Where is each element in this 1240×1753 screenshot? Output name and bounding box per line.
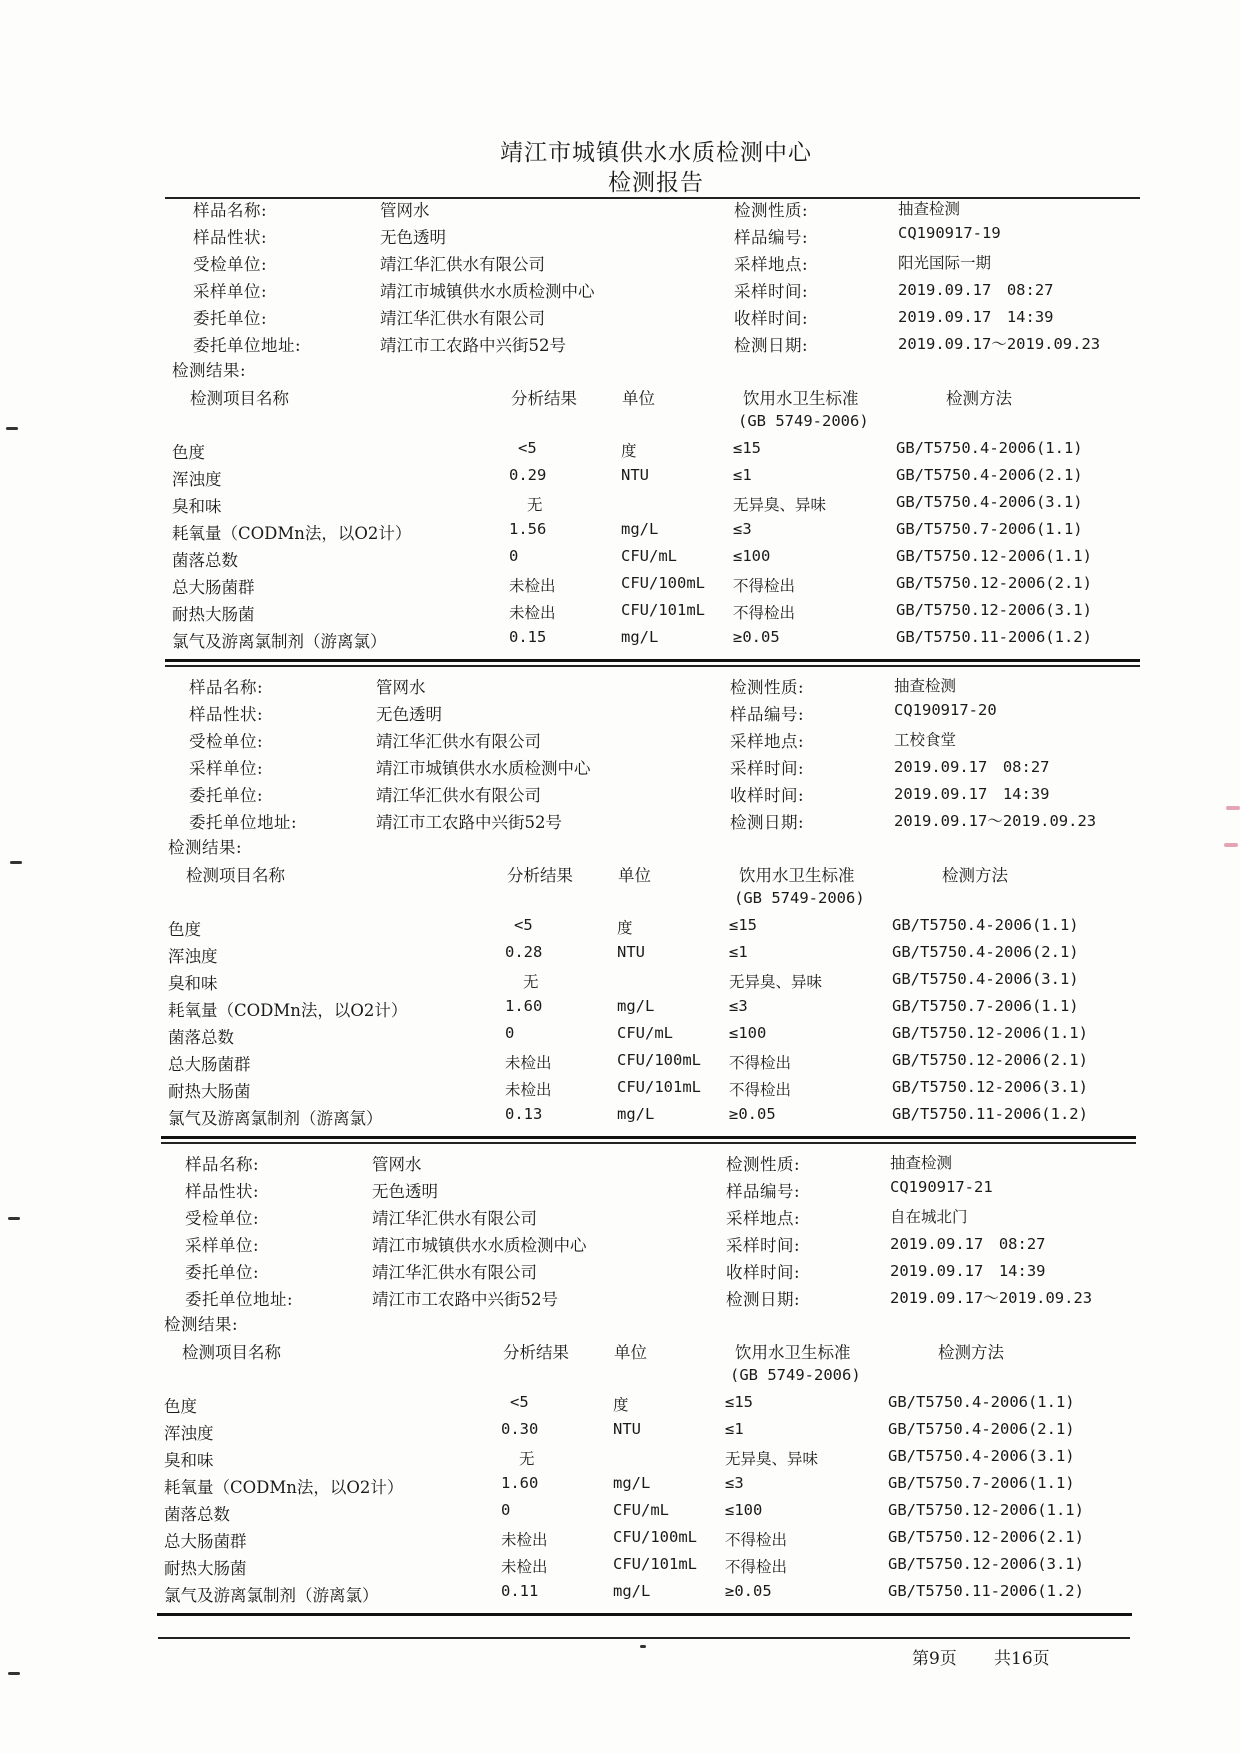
table-header-code xyxy=(0,412,1240,438)
info-label: 委托单位: xyxy=(185,1263,260,1282)
info-label: 采样时间: xyxy=(730,759,805,778)
item-result: 无 xyxy=(523,973,539,991)
item-result: <5 xyxy=(518,439,537,457)
sample-info-row xyxy=(0,1259,1240,1285)
result-row-color xyxy=(0,1393,1240,1419)
info-value: 2019.09.17～2019.09.23 xyxy=(898,335,1101,353)
item-result: 0 xyxy=(505,1024,515,1042)
item-method: GB/T5750.4-2006(3.1) xyxy=(896,493,1083,511)
stamp-fragment xyxy=(1226,806,1240,810)
info-label: 采样地点: xyxy=(734,255,809,274)
item-method: GB/T5750.4-2006(1.1) xyxy=(896,439,1083,457)
item-unit: NTU xyxy=(617,943,645,961)
item-method: GB/T5750.12-2006(1.1) xyxy=(888,1501,1084,1519)
info-value: 2019.09.17～2019.09.23 xyxy=(890,1289,1093,1307)
info-value: 2019.09.17 08:27 xyxy=(894,758,1050,776)
item-name: 总大肠菌群 xyxy=(172,578,255,597)
results-label: 检测结果: xyxy=(164,1315,239,1334)
info-label: 收样时间: xyxy=(726,1263,801,1282)
item-standard: ≤1 xyxy=(733,466,752,484)
item-method: GB/T5750.11-2006(1.2) xyxy=(888,1582,1084,1600)
info-value: 无色透明 xyxy=(376,705,442,724)
item-result: 无 xyxy=(527,496,543,514)
sample-info-row xyxy=(0,1205,1240,1231)
info-label: 委托单位: xyxy=(193,309,268,328)
info-value: 靖江华汇供水有限公司 xyxy=(380,255,545,274)
info-value: 靖江市城镇供水水质检测中心 xyxy=(380,282,595,301)
info-label: 受检单位: xyxy=(193,255,268,274)
results-label: 检测结果: xyxy=(172,361,247,380)
info-label: 样品编号: xyxy=(730,705,805,724)
section-divider xyxy=(161,1142,1136,1144)
sample-info-row xyxy=(0,1151,1240,1177)
item-method: GB/T5750.4-2006(3.1) xyxy=(888,1447,1075,1465)
info-label: 委托单位: xyxy=(189,786,264,805)
result-row-thermo-coliform xyxy=(0,1555,1240,1581)
item-result: 0.28 xyxy=(505,943,543,961)
item-result: 1.60 xyxy=(501,1474,539,1492)
item-method: GB/T5750.12-2006(1.1) xyxy=(896,547,1092,565)
info-label: 收样时间: xyxy=(730,786,805,805)
item-standard: ≥0.05 xyxy=(733,628,780,646)
info-value: 2019.09.17 14:39 xyxy=(890,1262,1046,1280)
result-row-free-chlorine xyxy=(0,1105,1240,1131)
sample-info-row xyxy=(0,305,1240,331)
info-value: 抽查检测 xyxy=(890,1154,953,1172)
item-result: 0 xyxy=(501,1501,511,1519)
info-label: 委托单位地址: xyxy=(193,336,302,355)
item-method: GB/T5750.12-2006(3.1) xyxy=(896,601,1092,619)
item-unit: CFU/mL xyxy=(617,1024,673,1042)
info-value: 无色透明 xyxy=(372,1182,438,1201)
item-name: 氯气及游离氯制剂（游离氯） xyxy=(168,1109,383,1128)
result-row-bacteria xyxy=(0,1024,1240,1050)
info-value: 靖江市城镇供水水质检测中心 xyxy=(376,759,591,778)
scan-mark xyxy=(10,861,22,864)
sample-info-row xyxy=(0,197,1240,223)
item-result: 未检出 xyxy=(501,1531,548,1549)
info-value: 靖江华汇供水有限公司 xyxy=(376,732,541,751)
results-heading xyxy=(0,357,1240,383)
item-name: 色度 xyxy=(168,920,201,939)
item-name: 总大肠菌群 xyxy=(168,1055,251,1074)
info-value: 靖江市工农路中兴街52号 xyxy=(376,813,562,832)
result-row-coliform xyxy=(0,1528,1240,1554)
item-standard: ≤1 xyxy=(729,943,748,961)
sample-info-row xyxy=(0,1286,1240,1312)
header-method: 检测方法 xyxy=(942,866,1008,885)
table-header-code xyxy=(0,1366,1240,1392)
item-standard: 不得检出 xyxy=(725,1558,788,1576)
item-method: GB/T5750.4-2006(1.1) xyxy=(888,1393,1075,1411)
page-number: 第9页 xyxy=(912,1649,957,1669)
info-label: 采样单位: xyxy=(185,1236,260,1255)
result-row-codmn xyxy=(0,520,1240,546)
header-method: 检测方法 xyxy=(938,1343,1004,1362)
result-row-odor xyxy=(0,970,1240,996)
header-standard: 饮用水卫生标准 xyxy=(743,389,859,408)
item-result: <5 xyxy=(510,1393,529,1411)
info-label: 采样地点: xyxy=(730,732,805,751)
item-standard: ≤3 xyxy=(729,997,748,1015)
header-item: 检测项目名称 xyxy=(186,866,285,885)
item-name: 臭和味 xyxy=(164,1451,214,1470)
item-method: GB/T5750.7-2006(1.1) xyxy=(892,997,1079,1015)
sample-info-row xyxy=(0,251,1240,277)
sample-info-row xyxy=(0,755,1240,781)
info-value: 靖江华汇供水有限公司 xyxy=(376,786,541,805)
item-method: GB/T5750.4-2006(3.1) xyxy=(892,970,1079,988)
scan-mark xyxy=(640,1645,646,1648)
item-name: 菌落总数 xyxy=(164,1505,230,1524)
item-unit: 度 xyxy=(621,442,637,460)
info-value: 工校食堂 xyxy=(894,731,957,749)
info-value: 管网水 xyxy=(372,1155,422,1174)
footer-divider xyxy=(158,1637,1130,1639)
item-standard: ≤100 xyxy=(725,1501,763,1519)
info-value: CQ190917-20 xyxy=(894,701,997,719)
item-result: 0.30 xyxy=(501,1420,539,1438)
item-result: 未检出 xyxy=(501,1558,548,1576)
info-label: 收样时间: xyxy=(734,309,809,328)
info-label: 样品性状: xyxy=(193,228,268,247)
header-standard: 饮用水卫生标准 xyxy=(739,866,855,885)
item-name: 耐热大肠菌 xyxy=(164,1559,247,1578)
item-standard: ≥0.05 xyxy=(725,1582,772,1600)
info-value: 靖江华汇供水有限公司 xyxy=(380,309,545,328)
header-standard: 饮用水卫生标准 xyxy=(735,1343,851,1362)
info-label: 检测日期: xyxy=(734,336,809,355)
info-label: 样品名称: xyxy=(189,678,264,697)
item-method: GB/T5750.7-2006(1.1) xyxy=(896,520,1083,538)
item-unit: NTU xyxy=(621,466,649,484)
item-unit: mg/L xyxy=(617,1105,655,1123)
info-value: 2019.09.17～2019.09.23 xyxy=(894,812,1097,830)
item-result: 0 xyxy=(509,547,519,565)
table-header xyxy=(0,385,1240,411)
item-name: 耗氧量（CODMn法，以O2计） xyxy=(172,524,412,543)
item-standard: 不得检出 xyxy=(729,1054,792,1072)
result-row-odor xyxy=(0,493,1240,519)
info-value: CQ190917-19 xyxy=(898,224,1001,242)
item-name: 浑浊度 xyxy=(168,947,218,966)
sample-info-row xyxy=(0,782,1240,808)
item-standard: ≤1 xyxy=(725,1420,744,1438)
header-item: 检测项目名称 xyxy=(182,1343,281,1362)
item-unit: CFU/101mL xyxy=(613,1555,697,1573)
info-label: 样品性状: xyxy=(185,1182,260,1201)
item-unit: mg/L xyxy=(613,1474,651,1492)
header-result: 分析结果 xyxy=(507,866,573,885)
info-value: 2019.09.17 08:27 xyxy=(898,281,1054,299)
item-result: 1.60 xyxy=(505,997,543,1015)
sample-info-row xyxy=(0,332,1240,358)
info-label: 检测日期: xyxy=(726,1290,801,1309)
result-row-coliform xyxy=(0,574,1240,600)
info-value: 靖江市工农路中兴街52号 xyxy=(380,336,566,355)
item-unit: mg/L xyxy=(621,628,659,646)
item-result: 0.13 xyxy=(505,1105,543,1123)
item-method: GB/T5750.11-2006(1.2) xyxy=(896,628,1092,646)
item-unit: CFU/100mL xyxy=(621,574,705,592)
table-header xyxy=(0,862,1240,888)
info-value: 抽查检测 xyxy=(894,677,957,695)
item-name: 氯气及游离氯制剂（游离氯） xyxy=(172,632,387,651)
item-unit: CFU/101mL xyxy=(617,1078,701,1096)
item-result: 0.15 xyxy=(509,628,547,646)
item-standard: ≤15 xyxy=(729,916,757,934)
item-unit: 度 xyxy=(617,919,633,937)
header-method: 检测方法 xyxy=(946,389,1012,408)
sample-info-row xyxy=(0,809,1240,835)
result-row-color xyxy=(0,916,1240,942)
section-divider xyxy=(157,1613,1132,1616)
item-result: 0.11 xyxy=(501,1582,539,1600)
scan-mark xyxy=(8,1217,20,1220)
sample-info-row xyxy=(0,1178,1240,1204)
info-label: 委托单位地址: xyxy=(189,813,298,832)
item-standard: 不得检出 xyxy=(733,577,796,595)
item-method: GB/T5750.11-2006(1.2) xyxy=(892,1105,1088,1123)
info-label: 采样时间: xyxy=(734,282,809,301)
item-standard: 无异臭、异味 xyxy=(729,973,823,991)
scan-mark xyxy=(6,427,18,430)
item-method: GB/T5750.7-2006(1.1) xyxy=(888,1474,1075,1492)
header-unit: 单位 xyxy=(614,1343,647,1362)
item-standard: ≤100 xyxy=(729,1024,767,1042)
sample-info-row xyxy=(0,701,1240,727)
sample-info-row xyxy=(0,674,1240,700)
item-name: 色度 xyxy=(164,1397,197,1416)
info-value: 阳光国际一期 xyxy=(898,254,992,272)
sample-info-row xyxy=(0,1232,1240,1258)
item-standard: ≤3 xyxy=(725,1474,744,1492)
report-title: 靖江市城镇供水水质检测中心 xyxy=(500,140,812,166)
item-method: GB/T5750.12-2006(1.1) xyxy=(892,1024,1088,1042)
info-label: 样品名称: xyxy=(185,1155,260,1174)
info-value: 自在城北门 xyxy=(890,1208,968,1226)
info-label: 采样单位: xyxy=(189,759,264,778)
result-row-turbidity xyxy=(0,1420,1240,1446)
item-method: GB/T5750.4-2006(1.1) xyxy=(892,916,1079,934)
info-label: 样品编号: xyxy=(726,1182,801,1201)
item-standard: 无异臭、异味 xyxy=(733,496,827,514)
item-standard: ≥0.05 xyxy=(729,1105,776,1123)
info-label: 采样时间: xyxy=(726,1236,801,1255)
item-unit: CFU/100mL xyxy=(617,1051,701,1069)
info-label: 检测性质: xyxy=(726,1155,801,1174)
header-item: 检测项目名称 xyxy=(190,389,289,408)
result-row-bacteria xyxy=(0,1501,1240,1527)
info-value: 2019.09.17 14:39 xyxy=(898,308,1054,326)
info-label: 检测性质: xyxy=(730,678,805,697)
info-value: 无色透明 xyxy=(380,228,446,247)
item-standard: 不得检出 xyxy=(725,1531,788,1549)
item-method: GB/T5750.12-2006(3.1) xyxy=(888,1555,1084,1573)
header-standard-code: (GB 5749-2006) xyxy=(738,412,869,430)
item-name: 臭和味 xyxy=(168,974,218,993)
page-total: 共16页 xyxy=(994,1649,1050,1669)
result-row-odor xyxy=(0,1447,1240,1473)
table-header xyxy=(0,1339,1240,1365)
item-name: 菌落总数 xyxy=(168,1028,234,1047)
item-name: 色度 xyxy=(172,443,205,462)
header-standard-code: (GB 5749-2006) xyxy=(730,1366,861,1384)
item-method: GB/T5750.4-2006(2.1) xyxy=(896,466,1083,484)
result-row-codmn xyxy=(0,997,1240,1023)
info-label: 检测性质: xyxy=(734,201,809,220)
result-row-color xyxy=(0,439,1240,465)
item-method: GB/T5750.12-2006(3.1) xyxy=(892,1078,1088,1096)
stamp-fragment xyxy=(1224,843,1238,847)
result-row-thermo-coliform xyxy=(0,601,1240,627)
item-unit: NTU xyxy=(613,1420,641,1438)
header-unit: 单位 xyxy=(618,866,651,885)
section-divider xyxy=(161,1136,1136,1139)
table-header-code xyxy=(0,889,1240,915)
info-label: 采样单位: xyxy=(193,282,268,301)
item-name: 耐热大肠菌 xyxy=(168,1082,251,1101)
header-result: 分析结果 xyxy=(511,389,577,408)
info-label: 采样地点: xyxy=(726,1209,801,1228)
result-row-free-chlorine xyxy=(0,1582,1240,1608)
item-method: GB/T5750.12-2006(2.1) xyxy=(896,574,1092,592)
results-heading xyxy=(0,1311,1240,1337)
info-value: 靖江华汇供水有限公司 xyxy=(372,1263,537,1282)
item-standard: 不得检出 xyxy=(729,1081,792,1099)
result-row-bacteria xyxy=(0,547,1240,573)
item-unit: mg/L xyxy=(617,997,655,1015)
item-result: 未检出 xyxy=(505,1054,552,1072)
item-result: 未检出 xyxy=(509,604,556,622)
info-label: 样品性状: xyxy=(189,705,264,724)
section-divider xyxy=(165,665,1140,667)
item-name: 耗氧量（CODMn法，以O2计） xyxy=(168,1001,408,1020)
item-result: 1.56 xyxy=(509,520,547,538)
item-result: 未检出 xyxy=(505,1081,552,1099)
sample-info-row xyxy=(0,728,1240,754)
result-row-free-chlorine xyxy=(0,628,1240,654)
item-result: <5 xyxy=(514,916,533,934)
item-name: 氯气及游离氯制剂（游离氯） xyxy=(164,1586,379,1605)
item-result: 0.29 xyxy=(509,466,547,484)
item-unit: mg/L xyxy=(621,520,659,538)
result-row-turbidity xyxy=(0,943,1240,969)
header-standard-code: (GB 5749-2006) xyxy=(734,889,865,907)
item-method: GB/T5750.12-2006(2.1) xyxy=(888,1528,1084,1546)
item-standard: ≤15 xyxy=(725,1393,753,1411)
item-standard: 不得检出 xyxy=(733,604,796,622)
info-value: 管网水 xyxy=(376,678,426,697)
item-standard: ≤100 xyxy=(733,547,771,565)
section-divider xyxy=(165,659,1140,662)
info-label: 受检单位: xyxy=(189,732,264,751)
item-standard: ≤3 xyxy=(733,520,752,538)
item-method: GB/T5750.4-2006(2.1) xyxy=(888,1420,1075,1438)
item-name: 臭和味 xyxy=(172,497,222,516)
result-row-thermo-coliform xyxy=(0,1078,1240,1104)
info-label: 受检单位: xyxy=(185,1209,260,1228)
results-label: 检测结果: xyxy=(168,838,243,857)
results-heading xyxy=(0,834,1240,860)
sample-info-row xyxy=(0,278,1240,304)
info-value: CQ190917-21 xyxy=(890,1178,993,1196)
item-unit: CFU/mL xyxy=(621,547,677,565)
item-method: GB/T5750.12-2006(2.1) xyxy=(892,1051,1088,1069)
info-label: 样品名称: xyxy=(193,201,268,220)
info-value: 靖江市城镇供水水质检测中心 xyxy=(372,1236,587,1255)
item-unit: CFU/101mL xyxy=(621,601,705,619)
result-row-coliform xyxy=(0,1051,1240,1077)
result-row-turbidity xyxy=(0,466,1240,492)
result-row-codmn xyxy=(0,1474,1240,1500)
item-result: 未检出 xyxy=(509,577,556,595)
info-label: 委托单位地址: xyxy=(185,1290,294,1309)
item-standard: ≤15 xyxy=(733,439,761,457)
info-value: 抽查检测 xyxy=(898,200,961,218)
info-value: 靖江华汇供水有限公司 xyxy=(372,1209,537,1228)
info-value: 管网水 xyxy=(380,201,430,220)
report-subtitle: 检测报告 xyxy=(608,170,704,196)
scan-mark xyxy=(8,1672,20,1675)
item-unit: CFU/mL xyxy=(613,1501,669,1519)
item-name: 浑浊度 xyxy=(164,1424,214,1443)
item-result: 无 xyxy=(519,1450,535,1468)
item-name: 总大肠菌群 xyxy=(164,1532,247,1551)
item-unit: mg/L xyxy=(613,1582,651,1600)
item-unit: 度 xyxy=(613,1396,629,1414)
info-value: 靖江市工农路中兴街52号 xyxy=(372,1290,558,1309)
header-unit: 单位 xyxy=(622,389,655,408)
info-label: 检测日期: xyxy=(730,813,805,832)
item-standard: 无异臭、异味 xyxy=(725,1450,819,1468)
item-unit: CFU/100mL xyxy=(613,1528,697,1546)
item-name: 菌落总数 xyxy=(172,551,238,570)
item-method: GB/T5750.4-2006(2.1) xyxy=(892,943,1079,961)
info-label: 样品编号: xyxy=(734,228,809,247)
info-value: 2019.09.17 14:39 xyxy=(894,785,1050,803)
item-name: 浑浊度 xyxy=(172,470,222,489)
sample-info-row xyxy=(0,224,1240,250)
item-name: 耐热大肠菌 xyxy=(172,605,255,624)
item-name: 耗氧量（CODMn法，以O2计） xyxy=(164,1478,404,1497)
info-value: 2019.09.17 08:27 xyxy=(890,1235,1046,1253)
header-result: 分析结果 xyxy=(503,1343,569,1362)
